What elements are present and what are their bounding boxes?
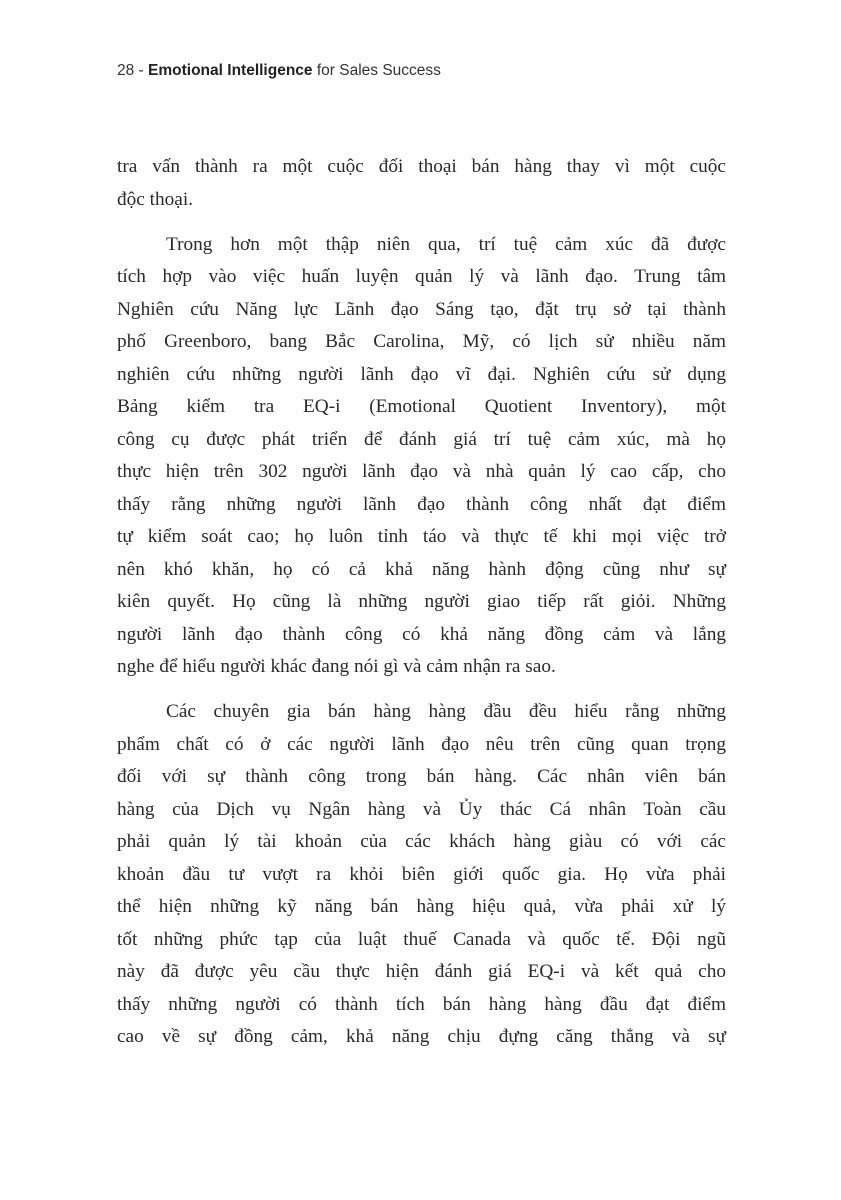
book-title-rest: for Sales Success xyxy=(316,62,441,79)
text-line: thấy rằng những người lãnh đạo thành công nhất đạt điểm xyxy=(117,493,726,515)
text-line: nghiên cứu những người lãnh đạo vĩ đại. Nghiên cứu sử dụng xyxy=(117,363,726,385)
text-line: người lãnh đạo thành công có khả năng đồng cảm và lắng xyxy=(117,623,726,645)
text-line: Nghiên cứu Năng lực Lãnh đạo Sáng tạo, đặt trụ sở tại thành xyxy=(117,298,726,320)
book-title-bold: Emotional Intelligence xyxy=(148,62,313,79)
text-line: khoản đầu tư vượt ra khỏi biên giới quốc gia. Họ vừa phải xyxy=(117,863,726,885)
text-line: hàng của Dịch vụ Ngân hàng và Ủy thác Cá nhân Toàn cầu xyxy=(117,798,726,820)
text-line: công cụ được phát triển để đánh giá trí tuệ cảm xúc, mà họ xyxy=(117,428,726,450)
text-line: phẩm chất có ở các người lãnh đạo nêu trên cũng quan trọng xyxy=(117,733,726,755)
text-line: Trong hơn một thập niên qua, trí tuệ cảm xúc đã được xyxy=(166,233,726,255)
text-line: đối với sự thành công trong bán hàng. Các nhân viên bán xyxy=(117,766,726,787)
text-line: độc thoại. xyxy=(117,188,194,210)
text-line: thấy những người có thành tích bán hàng hàng đầu đạt điểm xyxy=(117,993,726,1015)
paragraph xyxy=(117,151,726,216)
text-line: thể hiện những kỹ năng bán hàng hiệu quả, vừa phải xử lý xyxy=(117,896,726,917)
text-line: tốt những phức tạp của luật thuế Canada và quốc tế. Đội ngũ xyxy=(117,928,726,950)
text-line: kiên quyết. Họ cũng là những người giao tiếp rất giỏi. Những xyxy=(117,591,726,612)
text-line: thực hiện trên 302 người lãnh đạo và nhà quản lý cao cấp, cho xyxy=(117,461,726,482)
text-line: phố Greenboro, bang Bắc Carolina, Mỹ, có lịch sử nhiều năm xyxy=(117,331,726,352)
running-header xyxy=(117,62,441,80)
text-line: này đã được yêu cầu thực hiện đánh giá EQ-i và kết quả cho xyxy=(117,961,726,982)
text-line: nên khó khăn, họ có cả khả năng hành động cũng như sự xyxy=(117,558,726,580)
body-text xyxy=(117,151,726,1066)
text-line: tích hợp vào việc huấn luyện quản lý và lãnh đạo. Trung tâm xyxy=(117,266,726,287)
text-line: Bảng kiểm tra EQ-i (Emotional Quotient Inventory), một xyxy=(117,396,726,417)
paragraph xyxy=(117,696,726,1054)
text-line: nghe để hiểu người khác đang nói gì và cảm nhận ra sao. xyxy=(117,656,556,677)
paragraph xyxy=(117,229,726,684)
text-line: tra vấn thành ra một cuộc đối thoại bán hàng thay vì một cuộc xyxy=(117,156,726,177)
text-line: tự kiểm soát cao; họ luôn tỉnh táo và thực tế khi mọi việc trở xyxy=(117,526,726,547)
page-number: 28 - xyxy=(117,62,144,79)
text-line: Các chuyên gia bán hàng hàng đầu đều hiểu rằng những xyxy=(166,701,726,722)
text-line: cao về sự đồng cảm, khả năng chịu đựng căng thẳng và sự xyxy=(117,1026,726,1047)
text-line: phải quản lý tài khoản của các khách hàng giàu có với các xyxy=(117,831,726,852)
